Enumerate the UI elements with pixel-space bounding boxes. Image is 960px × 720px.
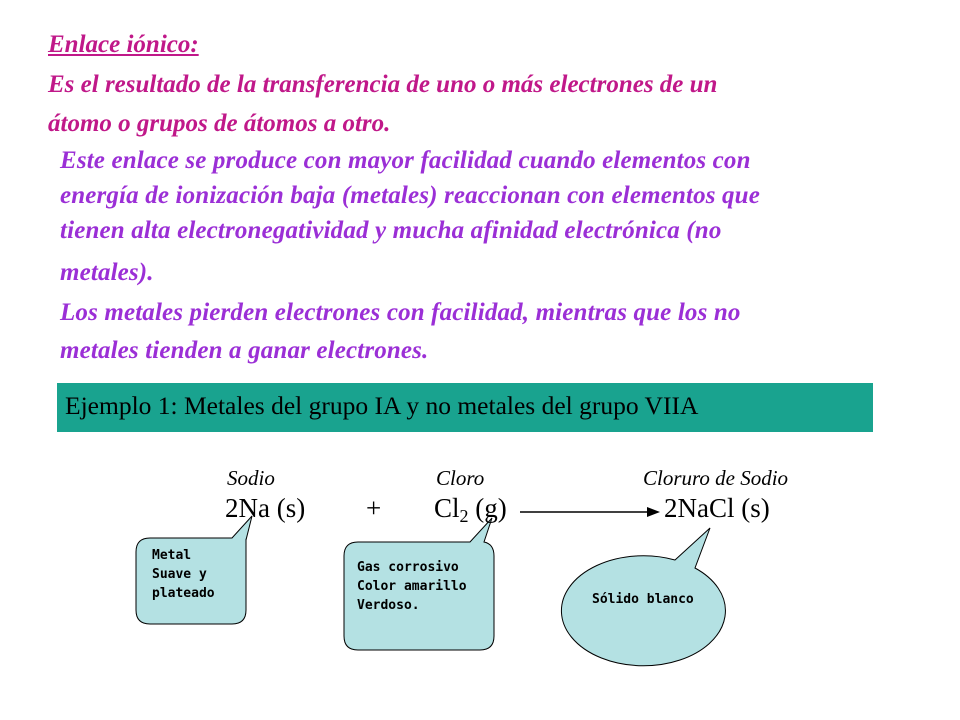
paragraph-1-line-3: tienen alta electronegatividad y mucha afinidad electrónica (no bbox=[60, 217, 722, 244]
definition-line-2: átomo o grupos de átomos a otro. bbox=[48, 110, 391, 137]
chlorine-subscript: 2 bbox=[459, 506, 469, 526]
gas-callout-text bbox=[357, 558, 467, 615]
example-banner-text: Ejemplo 1: Metales del grupo IA y no metales del grupo VIIA bbox=[65, 391, 699, 420]
paragraph-1-line-4: metales). bbox=[60, 259, 154, 286]
metal-callout-line-3: plateado bbox=[152, 586, 215, 601]
plus-sign: + bbox=[366, 493, 382, 523]
slide-title: Enlace iónico: bbox=[48, 31, 199, 58]
gas-callout-line-3: Verdoso. bbox=[357, 598, 420, 613]
gas-callout-line-2: Color amarillo bbox=[357, 579, 467, 594]
definition-line-1: Es el resultado de la transferencia de uno o más electrones de un bbox=[48, 71, 718, 98]
metal-callout-line-1: Metal bbox=[152, 548, 192, 563]
paragraph-2-line-1: Los metales pierden electrones con facilidad, mientras que los no bbox=[60, 299, 741, 326]
sodium-name: Sodio bbox=[227, 466, 275, 490]
solid-callout-text: Sólido blanco bbox=[592, 592, 694, 607]
sodium-formula: 2Na (s) bbox=[225, 493, 306, 523]
paragraph-1-line-1: Este enlace se produce con mayor facilidad cuando elementos con bbox=[60, 147, 751, 174]
metal-callout-text bbox=[152, 546, 215, 603]
chlorine-name: Cloro bbox=[436, 466, 485, 490]
reaction-arrowhead bbox=[647, 507, 660, 517]
metal-callout-line-2: Suave y bbox=[152, 567, 207, 582]
sodium-chloride-name: Cloruro de Sodio bbox=[643, 466, 789, 490]
gas-callout-line-1: Gas corrosivo bbox=[357, 560, 459, 575]
chlorine-symbol: Cl bbox=[434, 493, 460, 523]
chlorine-state: (g) bbox=[468, 493, 507, 523]
sodium-chloride-formula: 2NaCl (s) bbox=[664, 493, 770, 523]
paragraph-1-line-2: energía de ionización baja (metales) reaccionan con elementos que bbox=[60, 182, 760, 209]
chlorine-formula bbox=[434, 493, 507, 527]
paragraph-2-line-2: metales tienden a ganar electrones. bbox=[60, 337, 429, 364]
